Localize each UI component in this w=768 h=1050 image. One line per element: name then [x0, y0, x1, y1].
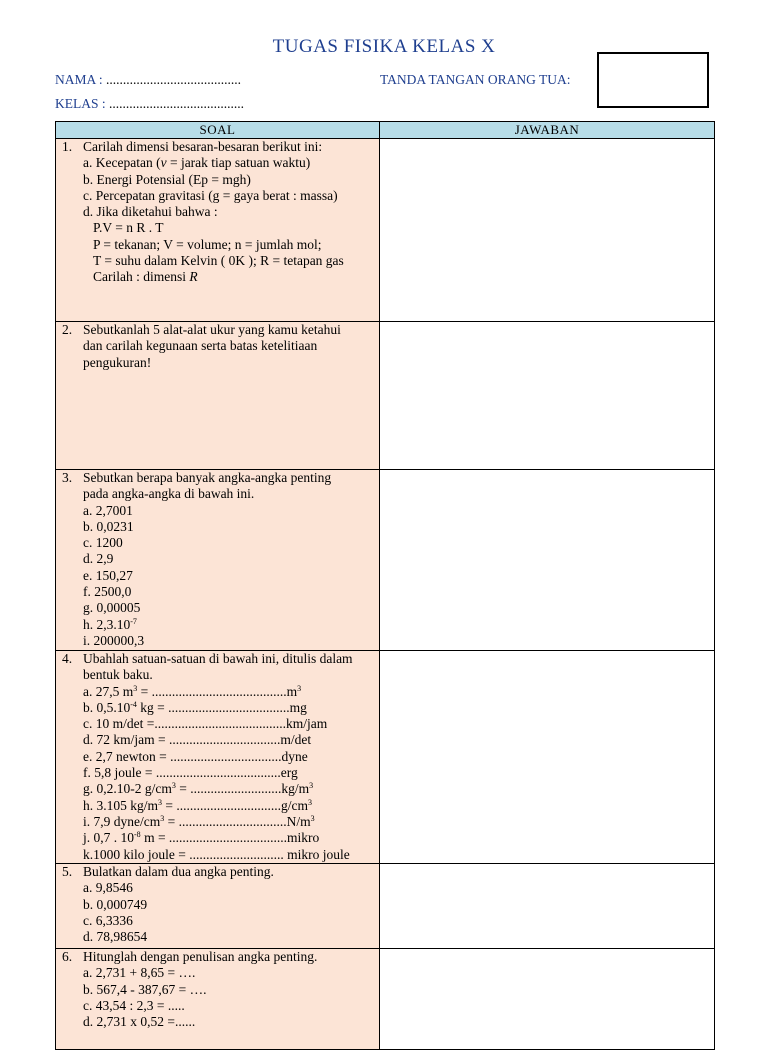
- table-header-row: [56, 122, 715, 139]
- soal-cell-4: [56, 651, 380, 864]
- item-c: c. Percepatan gravitasi (g = gaya berat : massa): [83, 187, 338, 203]
- item-f: f. 5,8 joule = .....................................erg: [83, 765, 298, 781]
- item-c: c. 43,54 : 2,3 = .....: [83, 997, 185, 1013]
- nama-line: [55, 72, 241, 88]
- item-a: a. Kecepatan (v = jarak tiap satuan waktu): [83, 155, 311, 171]
- item-d: d. 2,9: [83, 551, 114, 567]
- soal-cell-6: [56, 949, 380, 1050]
- nama-field[interactable]: ........................................: [106, 72, 242, 87]
- question-line: Hitunglah dengan penulisan angka penting.: [83, 949, 318, 964]
- item-b: b. 0,000749: [83, 896, 148, 912]
- item-b: b. Energi Potensial (Ep = mgh): [83, 171, 251, 187]
- item-g: g. 0,2.10-2 $g/cm^3 = ...........................kg/m^3$: [83, 781, 314, 797]
- page-title: TUGAS FISIKA KELAS X: [272, 36, 496, 57]
- kelas-field[interactable]: ........................................: [109, 96, 244, 111]
- item-c: c. 10 m/det =.......................................km/jam: [83, 716, 328, 732]
- item-d: d. Jika diketahui bahwa :: [83, 204, 218, 220]
- table-row: [56, 864, 715, 949]
- question-2: [56, 322, 379, 371]
- item-b: b. 567,4 - 387,67 = ….: [83, 981, 207, 997]
- question-3: [56, 470, 379, 649]
- question-line: pada angka-angka di bawah ini.: [83, 486, 255, 502]
- item-b: b. $0,5.10^{-4}$ kg = ....................................mg: [83, 699, 307, 715]
- item-d: d. 78,98654: [83, 929, 148, 945]
- col-header-jawaban: JAWABAN: [380, 122, 715, 139]
- item-b: b. 0,0231: [83, 518, 134, 534]
- item-d-vars-1: P = tekanan; V = volume; n = jumlah mol;: [93, 236, 322, 252]
- kelas-label: KELAS :: [55, 96, 106, 111]
- question-5: [56, 864, 379, 945]
- question-number: 2.: [62, 322, 73, 337]
- table-row: [56, 322, 715, 470]
- question-4: [56, 651, 379, 863]
- soal-cell-3: [56, 470, 380, 651]
- item-i: i. 7,9 dyne/$cm^3 = ................................N/m^3$: [83, 813, 315, 829]
- ttd-label: TANDA TANGAN ORANG TUA:: [380, 72, 571, 87]
- item-d: d. 72 km/jam = .................................m/det: [83, 732, 312, 748]
- item-a: a. 2,7001: [83, 502, 133, 518]
- answer-cell-4[interactable]: [380, 651, 715, 864]
- nama-label: NAMA :: [55, 72, 103, 87]
- answer-cell-3[interactable]: [380, 470, 715, 651]
- table-row: [56, 651, 715, 864]
- question-line: pengukuran!: [83, 354, 152, 370]
- soal-cell-2: [56, 322, 380, 470]
- item-a: a. 27,5 $m^3 = ........................................m^3$: [83, 683, 302, 699]
- item-h: h. 3.105 $kg/m^3 = ...............................g/cm^3$: [83, 797, 312, 813]
- soal-cell-5: [56, 864, 380, 949]
- question-line: dan carilah kegunaan serta batas ketelitiaan: [83, 338, 318, 354]
- item-e: e. 2,7 newton = .................................dyne: [83, 748, 308, 764]
- question-number: 6.: [62, 949, 73, 964]
- question-number: 4.: [62, 651, 73, 666]
- col-header-soal: SOAL: [56, 122, 380, 139]
- signature-box[interactable]: [597, 52, 709, 108]
- item-i: i. 200000,3: [83, 632, 145, 648]
- question-number: 3.: [62, 470, 73, 485]
- table-row: [56, 949, 715, 1050]
- item-c: c. 6,3336: [83, 912, 133, 928]
- question-line: bentuk baku.: [83, 667, 153, 683]
- answer-cell-5[interactable]: [380, 864, 715, 949]
- table-row: [56, 470, 715, 651]
- question-number: 5.: [62, 864, 73, 879]
- item-d: d. 2,731 x 0,52 =......: [83, 1014, 196, 1030]
- item-e: e. 150,27: [83, 567, 133, 583]
- item-a: a. 2,731 + 8,65 = ….: [83, 965, 196, 981]
- item-d-formula: P.V = n R . T: [93, 220, 164, 236]
- question-stem: Carilah dimensi besaran-besaran berikut ini:: [83, 139, 323, 154]
- item-g: g. 0,00005: [83, 600, 141, 616]
- question-line: Sebutkan berapa banyak angka-angka penting: [83, 470, 332, 485]
- question-line: Bulatkan dalam dua angka penting.: [83, 864, 274, 879]
- answer-cell-2[interactable]: [380, 322, 715, 470]
- answer-cell-1[interactable]: [380, 139, 715, 322]
- soal-cell-1: [56, 139, 380, 322]
- question-line: Sebutkanlah 5 alat-alat ukur yang kamu ketahui: [83, 322, 341, 337]
- item-f: f. 2500,0: [83, 584, 132, 600]
- task-table: [55, 121, 715, 1050]
- kelas-line: [55, 96, 244, 112]
- question-6: [56, 949, 379, 1030]
- table-row: [56, 139, 715, 322]
- item-d-task: Carilah : dimensi R: [93, 269, 198, 285]
- item-k: k.1000 kilo joule = ............................ mikro joule: [83, 846, 350, 862]
- item-d-vars-2: T = suhu dalam Kelvin ( 0K ); R = tetapan gas: [93, 253, 344, 269]
- item-j: j. 0,7 . $10^{-8}$ m = ...................................mikro: [83, 830, 320, 846]
- answer-cell-6[interactable]: [380, 949, 715, 1050]
- question-number: 1.: [62, 139, 73, 154]
- item-a: a. 9,8546: [83, 880, 133, 896]
- item-c: c. 1200: [83, 535, 123, 551]
- question-line: Ubahlah satuan-satuan di bawah ini, ditulis dalam: [83, 651, 353, 666]
- question-1: [56, 139, 379, 286]
- item-h: h. $2,3.10^{-7}$: [83, 616, 137, 632]
